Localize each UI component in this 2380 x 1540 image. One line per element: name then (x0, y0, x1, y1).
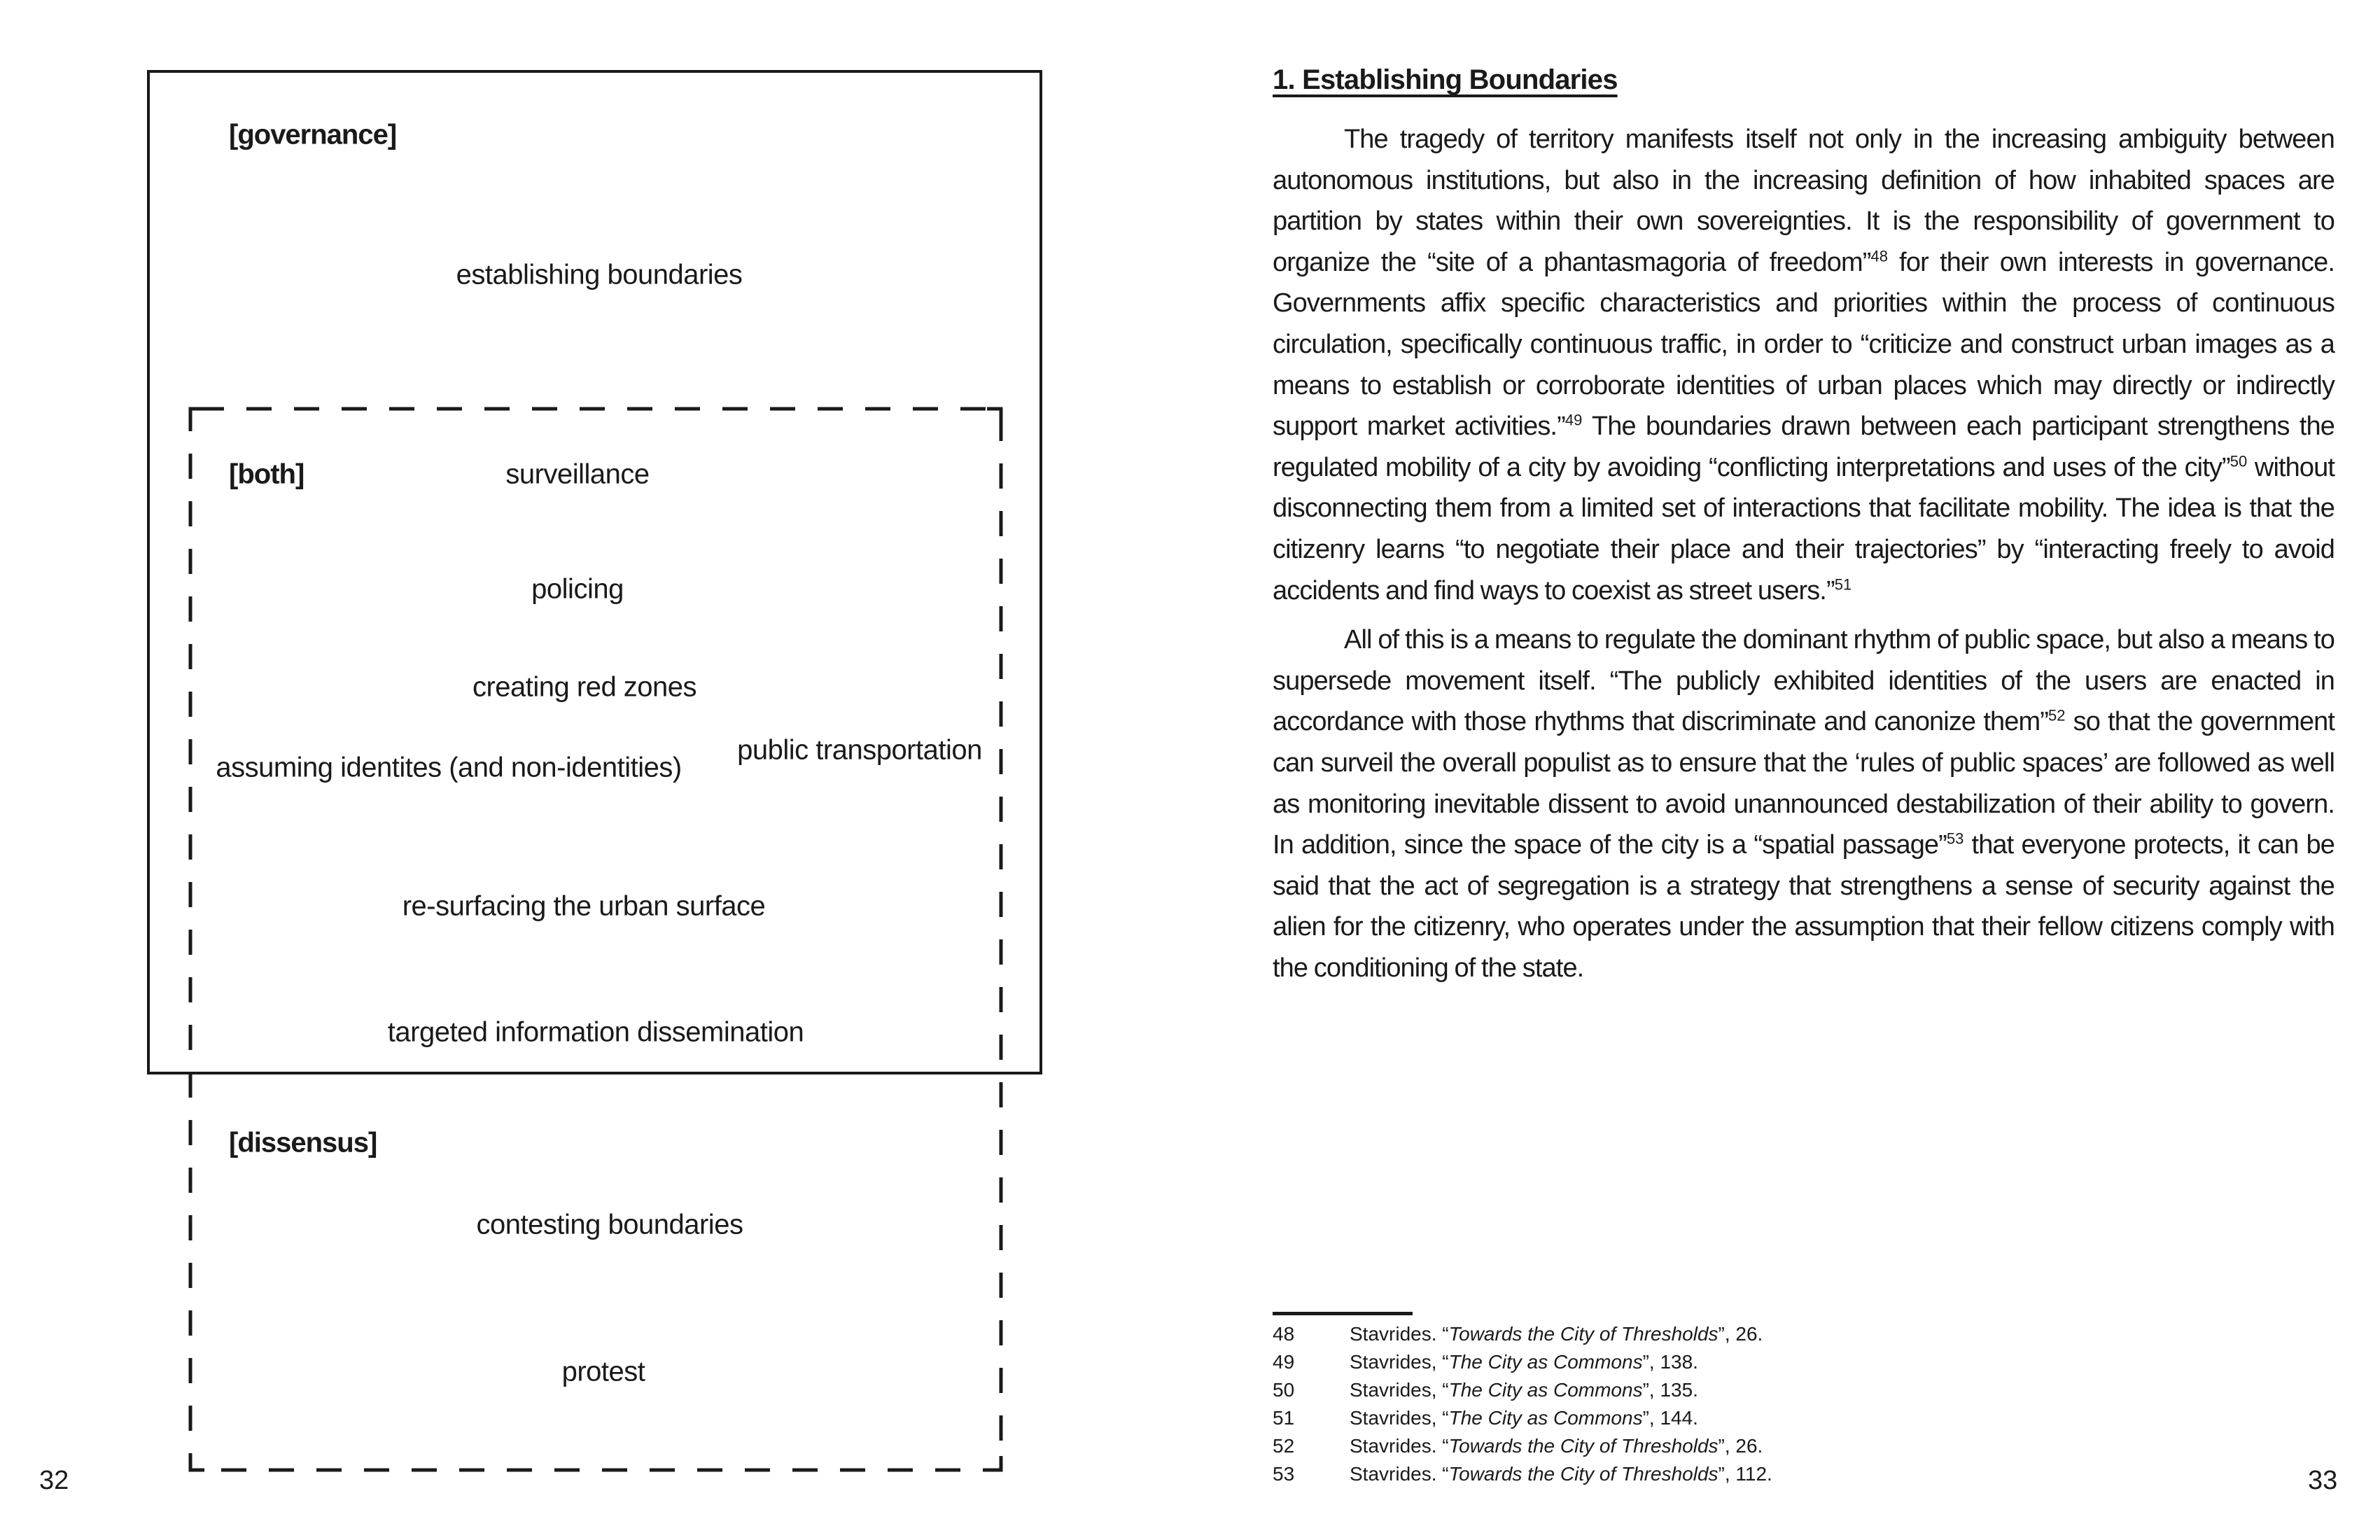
footnote-ref: 53 (1946, 830, 1964, 848)
footnotes (1273, 1320, 1772, 1488)
diagram-item-policing: policing (531, 573, 624, 605)
paragraph-1: The tragedy of territory manifests itself not only in the increasing ambiguity between autonomous institutions, but also in the increasing definition of how inhabited spaces are partition by states within their own sovereignties. It is the responsibility of government to organize the “site of a phantasmagoria of freedom”$^{48}$ for their own interests in governance. Governments affix specific characteristics and priorities within the process of continuous circulation, specifically continuous traffic, in order to “criticize and construct urban images as a means to establish or corroborate identities of urban places which may directly or indirectly support market activities.”$^{49}$ The boundaries drawn between each participant strengthens the regulated mobility of a city by avoiding “conflicting interpretations and uses of the city”$^{50}$ without disconnecting them from a limited set of interactions that facilitate mobility. The idea is that the citizenry learns “to negotiate their place and their trajectories” by “interacting freely to avoid accidents and find ways to coexist as street users.”$^{51}$ (1273, 125, 2335, 606)
diagram-item-protest: protest (561, 1356, 645, 1387)
diagram-item-contesting-boundaries: contesting boundaries (476, 1209, 743, 1240)
dissensus-label: [dissensus] (229, 1127, 377, 1158)
governance-label: [governance] (229, 119, 397, 150)
footnote-ref: 49 (1564, 411, 1583, 429)
footnote-number: 50 (1273, 1379, 1295, 1401)
footnote-title: Towards the City of Thresholds (1448, 1435, 1718, 1457)
footnote-number: 49 (1273, 1351, 1295, 1373)
footnote: 52 Stavrides. “Towards the City of Thresholds”, 26. (1273, 1432, 1772, 1460)
body-text (1273, 119, 2334, 997)
footnote-title: Towards the City of Thresholds (1448, 1463, 1718, 1485)
diagram-item-surveillance: surveillance (505, 458, 650, 490)
footnote-title: The City as Commons (1448, 1407, 1643, 1429)
section-heading: 1. Establishing Boundaries (1273, 64, 1618, 95)
footnote-title: The City as Commons (1448, 1351, 1643, 1373)
footnote-ref: 48 (1870, 247, 1888, 265)
diagram-item-creating-red-zones: creating red zones (472, 671, 697, 703)
footnote: 51 Stavrides, “The City as Commons”, 144. (1273, 1404, 1772, 1432)
footnote-ref: 51 (1834, 575, 1852, 593)
diagram-item-re-surfacing: re-surfacing the urban surface (402, 890, 766, 922)
both-label: [both] (229, 458, 304, 490)
footnote-ref: 52 (2047, 706, 2066, 724)
diagram-item-establishing-boundaries: establishing boundaries (456, 259, 743, 290)
footnote: 50 Stavrides, “The City as Commons”, 135. (1273, 1376, 1772, 1404)
footnote-title: Towards the City of Thresholds (1448, 1323, 1718, 1345)
page-number-left: 32 (39, 1466, 69, 1495)
footnote-divider (1273, 1312, 1413, 1315)
diagram-item-assuming-identities: assuming identites (and non-identities) (216, 752, 682, 783)
footnote-number: 48 (1273, 1323, 1295, 1345)
footnote: 53 Stavrides. “Towards the City of Thresholds”, 112. (1273, 1460, 1772, 1488)
both-dissensus-dashed-box (183, 402, 1008, 1477)
diagram-item-targeted-information: targeted information dissemination (387, 1016, 804, 1048)
footnote-number: 51 (1273, 1407, 1295, 1429)
diagram-item-public-transportation: public transportation (737, 734, 982, 766)
footnote-title: The City as Commons (1448, 1379, 1643, 1401)
footnote-number: 53 (1273, 1463, 1295, 1485)
footnote-ref: 50 (2230, 452, 2248, 470)
paragraph-2: All of this is a means to regulate the dominant rhythm of public space, but also a means to supersede movement itself. “The publicly exhibited identities of the users are enacted in accordance with those rhythms that discriminate and canonize them”$^{52}$ so that the government can surveil the overall populist as to ensure that the ‘rules of public spaces’ are followed as well as monitoring inevitable dissent to avoid unannounced destabilization of their ability to govern. In addition, since the space of the city is a “spatial passage”$^{53}$ that everyone protects, it can be said that the act of segregation is a strategy that strengthens a sense of security against the alien for the citizenry, who operates under the assumption that their fellow citizens comply with the conditioning of the state. (1273, 625, 2334, 983)
footnote: 49 Stavrides, “The City as Commons”, 138. (1273, 1348, 1772, 1376)
page-number-right: 33 (2308, 1466, 2338, 1495)
footnote-number: 52 (1273, 1435, 1295, 1457)
footnote: 48 Stavrides. “Towards the City of Thresholds”, 26. (1273, 1320, 1772, 1348)
